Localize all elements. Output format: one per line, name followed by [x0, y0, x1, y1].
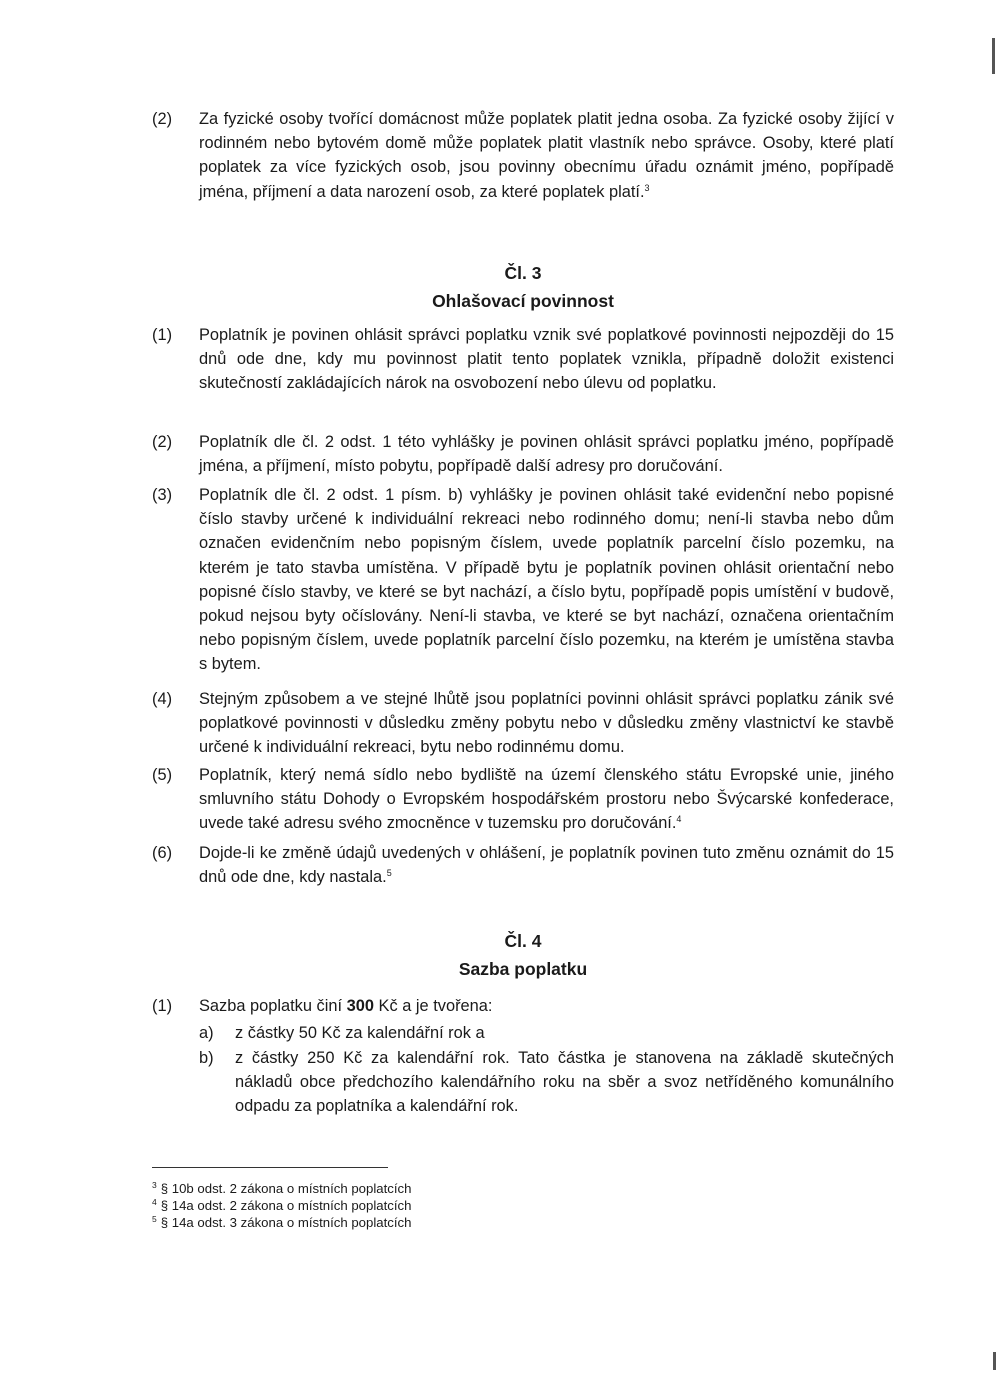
footnote-ref-4[interactable]: 4	[676, 814, 682, 825]
footnote-mark: 5	[152, 1214, 157, 1224]
paragraph-text: Poplatník je povinen ohlásit správci poplatku vznik své poplatkové povinnosti nejpozději do 15 dnů ode dne, kdy mu povinnost platit tento poplatek vznikla, případně doložit existenci skutečností zakládajících nárok na osvobození nebo úlevu od poplatku.	[199, 326, 894, 393]
paragraph-2-household	[152, 107, 894, 204]
footnote-mark: 3	[152, 1180, 157, 1190]
rate-amount: 300	[346, 997, 374, 1015]
footnote-text: § 14a odst. 2 zákona o místních poplatcích	[160, 1198, 412, 1213]
article-3-paragraph-5	[152, 763, 894, 836]
rate-item-a	[199, 1021, 894, 1045]
paragraph-number: (5)	[152, 766, 173, 784]
article-4-paragraph-1	[152, 994, 894, 1018]
paragraph-number: (4)	[152, 690, 173, 708]
article-3-paragraph-4	[152, 687, 894, 760]
paragraph-number: (1)	[152, 326, 173, 344]
footnote-5	[152, 1214, 411, 1231]
paragraph-number: (2)	[152, 110, 173, 128]
item-letter: b)	[199, 1049, 214, 1067]
paragraph-number: (3)	[152, 486, 173, 504]
footnote-ref-3[interactable]: 3	[644, 182, 650, 193]
scan-edge-mark-bottom	[993, 1352, 996, 1370]
article-3-paragraph-3	[152, 483, 894, 677]
paragraph-text: Sazba poplatku činí 300 Kč a je tvořena:	[199, 997, 493, 1015]
paragraph-text: Poplatník dle čl. 2 odst. 1 písm. b) vyhlášky je povinen ohlásit také evidenční nebo popisné číslo stavby určené k individuální rekreaci nebo rodinného domu; není-li stavba nebo dům označen evidenčním nebo popisným číslem, uvede poplatník parcelní číslo pozemku, na kterém je tato stavba umístěna. V případě bytu je poplatník povinen ohlásit orientační nebo popisné číslo stavby, ve které se byt nachází, a číslo bytu, popřípadě popis umístění v budově, pokud nejsou byty očíslovány. Není-li stavba, ve které se byt nachází, označena orientačním nebo popisným číslem, uvede poplatník parcelní číslo pozemku, na kterém je umístěna stavba s bytem.	[199, 486, 894, 674]
article-3-paragraph-6	[152, 841, 894, 889]
article-3-title: Ohlašovací povinnost	[432, 291, 614, 311]
paragraph-number: (2)	[152, 433, 173, 451]
item-letter: a)	[199, 1024, 214, 1042]
footnote-4	[152, 1197, 411, 1214]
footnote-text: § 14a odst. 3 zákona o místních poplatcích	[160, 1215, 412, 1230]
item-text: z částky 250 Kč za kalendářní rok. Tato částka je stanovena na základě skutečných nákladů obce předchozího kalendářního roku na sběr a svoz netříděného komunálního odpadu za poplatníka a kalendářní rok.	[235, 1049, 894, 1116]
item-text: z částky 50 Kč za kalendářní rok a	[235, 1024, 485, 1042]
paragraph-number: (1)	[152, 997, 173, 1015]
paragraph-text: Dojde-li ke změně údajů uvedených v ohlášení, je poplatník povinen tuto změnu oznámit do 15 dnů ode dne, kdy nastala.$^5$	[199, 844, 894, 887]
article-3-number: Čl. 3	[504, 263, 542, 283]
footnote-text: § 10b odst. 2 zákona o místních poplatcích	[160, 1181, 412, 1196]
scan-edge-mark-top	[992, 38, 995, 74]
paragraph-number: (6)	[152, 844, 173, 862]
footnote-ref-5[interactable]: 5	[386, 868, 392, 879]
article-3-paragraph-1	[152, 323, 894, 396]
paragraph-text: Poplatník, který nemá sídlo nebo bydliště na území členského státu Evropské unie, jiného smluvního státu Dohody o Evropském hospodářském prostoru nebo Švýcarské konfederace, uvede také adresu svého zmocněnce v tuzemsku pro doručování.$^4$	[199, 766, 894, 833]
paragraph-text: Za fyzické osoby tvořící domácnost může poplatek platit jedna osoba. Za fyzické osoby žijící v rodinném nebo bytovém domě může poplatek platit vlastník nebo správce. Osoby, které platí poplatek za více fyzických osob, jsou povinny obecnímu úřadu oznámit jméno, popřípadě jména, příjmení a data narození osob, za které poplatek platí.$^3$	[199, 110, 894, 201]
article-4-title: Sazba poplatku	[458, 959, 588, 979]
paragraph-text: Poplatník dle čl. 2 odst. 1 této vyhlášky je povinen ohlásit správci poplatku jméno, popřípadě jména, a příjmení, místo pobytu, popřípadě další adresy pro doručování.	[199, 433, 894, 476]
rate-item-b	[199, 1046, 894, 1119]
article-4-number: Čl. 4	[504, 931, 542, 951]
footnote-3	[152, 1180, 411, 1197]
article-3-paragraph-2	[152, 430, 894, 478]
paragraph-text: Stejným způsobem a ve stejné lhůtě jsou poplatníci povinni ohlásit správci poplatku zánik své poplatkové povinnosti v důsledku změny pobytu nebo v důsledku změny vlastnictví ke stavbě určené k individuální rekreaci, bytu nebo rodinnému domu.	[199, 690, 894, 757]
footnote-mark: 4	[152, 1197, 157, 1207]
footnote-separator	[152, 1167, 388, 1168]
